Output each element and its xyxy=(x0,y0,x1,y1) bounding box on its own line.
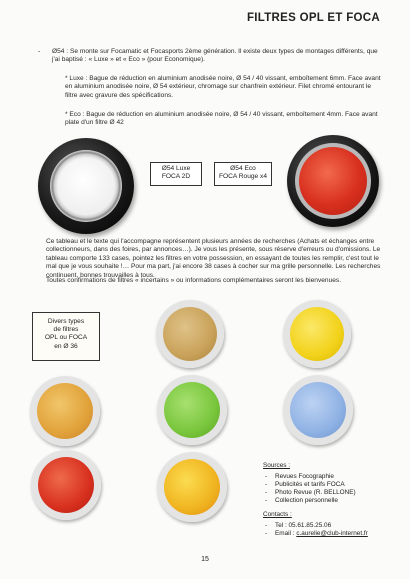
eco-description: * Eco : Bague de réduction en aluminium anodisée noire, Ø 54 / 40 vissant, emboîtement 4mm. Face avant plate d'un filtre Ø 42 xyxy=(65,111,378,127)
confirmation-paragraph: Toutes confirmations de filtres « incertains » ou informations complémentaires seront les bienvenues. xyxy=(46,277,342,284)
green-filter-photo xyxy=(157,375,227,445)
page-title: FILTRES OPL ET FOCA xyxy=(246,12,380,24)
yellow-orange-filter-photo xyxy=(157,452,227,522)
luxe-label-box xyxy=(150,162,202,186)
luxe-filter-photo xyxy=(38,138,134,234)
contact-tel: - Tel : 05.61.85.25.06 xyxy=(263,522,393,530)
source-item: - Photo Revue (R. BELLONE) xyxy=(263,489,393,497)
page-number: 15 xyxy=(201,556,209,563)
eco-label-line1: Ø54 Eco xyxy=(230,165,256,172)
tan-filter-photo xyxy=(156,300,224,368)
source-item: - Publicités et tarifs FOCA xyxy=(263,481,393,489)
contacts-heading: Contacts : xyxy=(263,511,292,518)
source-item: - Collection personnelle xyxy=(263,497,393,505)
sources-block xyxy=(263,462,393,538)
orange-tan-filter-photo xyxy=(30,376,100,446)
divers-line3: OPL ou FOCA xyxy=(44,334,88,342)
divers-line4: en Ø 36 xyxy=(54,342,78,350)
blue-filter-photo xyxy=(283,375,353,445)
email-label: Email : xyxy=(275,530,297,537)
research-paragraph: Ce tableau et le texte qui l'accompagne représentent plusieurs années de recherches (Achats et échanges entre collectionneurs, dans des foires, par annonces…). Je vous les présente, sous réserve d'erreurs ou d'omissions. Le tableau comporte 133 cases, pointez les filtres en votre possession, en essayant de toutes les remplir, c'est tout le mal que je vous souhaite !… Pour ma part, j'ai encore 38 cases à cocher sur ma grille personnelle. Les recherches continuent, bonnes trouvailles à tous. xyxy=(46,238,381,279)
intro-paragraph: Ø54 : Se monte sur Focamatic et Focasports 2ème génération. Il existe deux types de montages différents, que j'ai baptisé : « Luxe » et « Eco » (pour Economique). xyxy=(52,48,378,64)
divers-types-box xyxy=(32,312,100,361)
red-filter-photo xyxy=(31,450,101,520)
intro-bullet: - xyxy=(38,48,41,55)
luxe-description: * Luxe : Bague de réduction en aluminium anodisée noire, Ø 54 / 40 vissant, emboîtement 6mm. Face avant en aluminium anodisée noire, Ø 54 extérieur, chromage sur chanfrein extérieur. Filet chromé entourant le filtre avec gravure des spécifications. xyxy=(65,75,381,99)
contact-email xyxy=(263,530,393,538)
yellow-filter-photo-1 xyxy=(283,300,351,368)
email-link[interactable]: c.aurelie@club-internet.fr xyxy=(296,530,368,537)
divers-line2: de filtres xyxy=(53,326,79,334)
eco-label-box xyxy=(214,162,272,186)
luxe-label-line2: FOCA 2D xyxy=(161,173,191,181)
source-item: - Revues Focographie xyxy=(263,473,393,481)
luxe-label-line1: Ø54 Luxe xyxy=(161,165,191,172)
eco-label-line2: FOCA Rouge x4 xyxy=(218,173,267,181)
eco-red-filter-photo xyxy=(287,135,379,227)
divers-line1: Divers types xyxy=(47,318,85,325)
sources-heading: Sources : xyxy=(263,462,290,469)
